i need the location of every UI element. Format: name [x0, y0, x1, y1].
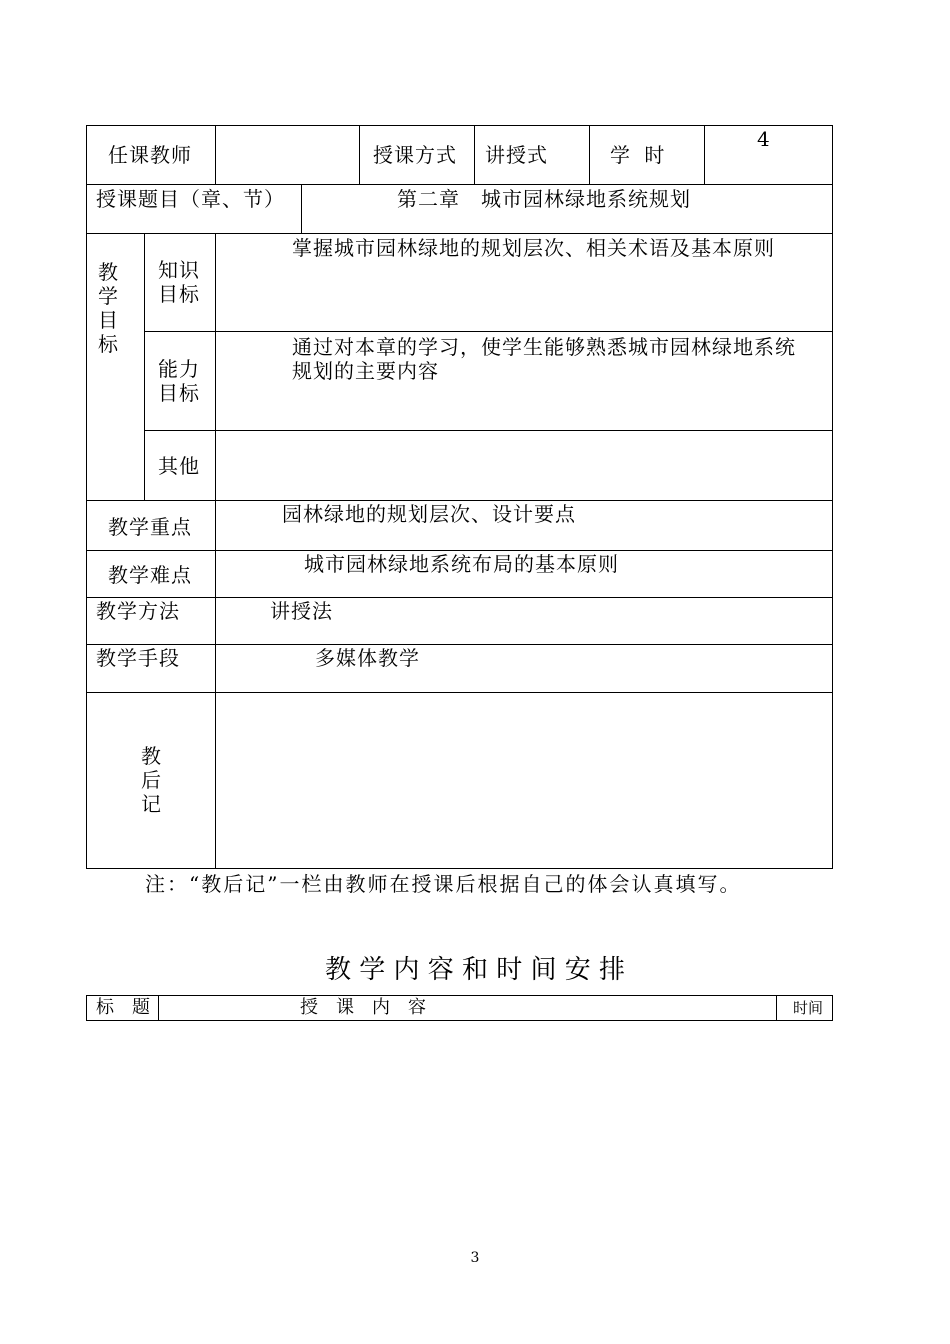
approach-label: 教学方法: [96, 599, 180, 623]
knowledge-value: 掌握城市园林绿地的规划层次、相关术语及基本原则: [292, 236, 775, 260]
hours-value: 4: [757, 127, 771, 151]
col-content-header: 授 课 内 容: [300, 997, 426, 1018]
objectives-label: 教学目标: [98, 260, 118, 356]
key-point-label: 教学重点: [108, 515, 192, 539]
reflection-label: 教后记: [141, 744, 161, 816]
method-value: 讲授式: [485, 143, 548, 167]
topic-value: 第二章 城市园林绿地系统规划: [397, 187, 691, 211]
col-title-header: 标 题: [96, 997, 150, 1018]
approach-value: 讲授法: [270, 599, 333, 623]
hours-label: 学 时: [610, 143, 669, 167]
difficulty-value: 城市园林绿地系统布局的基本原则: [304, 552, 619, 576]
page-number: 3: [470, 1250, 480, 1266]
topic-label: 授课题目（章、节）: [96, 187, 285, 211]
schedule-title: 教 学 内 容 和 时 间 安 排: [324, 955, 626, 985]
ability-value-line2: 规划的主要内容: [292, 359, 439, 383]
means-label: 教学手段: [96, 646, 180, 670]
other-label: 其他: [158, 454, 200, 478]
ability-label: 能力目标: [158, 357, 200, 405]
method-label: 授课方式: [373, 143, 457, 167]
difficulty-label: 教学难点: [108, 563, 192, 587]
means-value: 多媒体教学: [315, 646, 420, 670]
key-point-value: 园林绿地的规划层次、设计要点: [282, 502, 576, 526]
ability-value-line1: 通过对本章的学习，使学生能够熟悉城市园林绿地系统: [292, 335, 796, 359]
col-time-header: 时间: [793, 999, 824, 1017]
knowledge-label: 知识目标: [158, 258, 200, 306]
footnote: 注：“教后记”一栏由教师在授课后根据自己的体会认真填写。: [145, 872, 742, 896]
teacher-label: 任课教师: [108, 143, 192, 167]
